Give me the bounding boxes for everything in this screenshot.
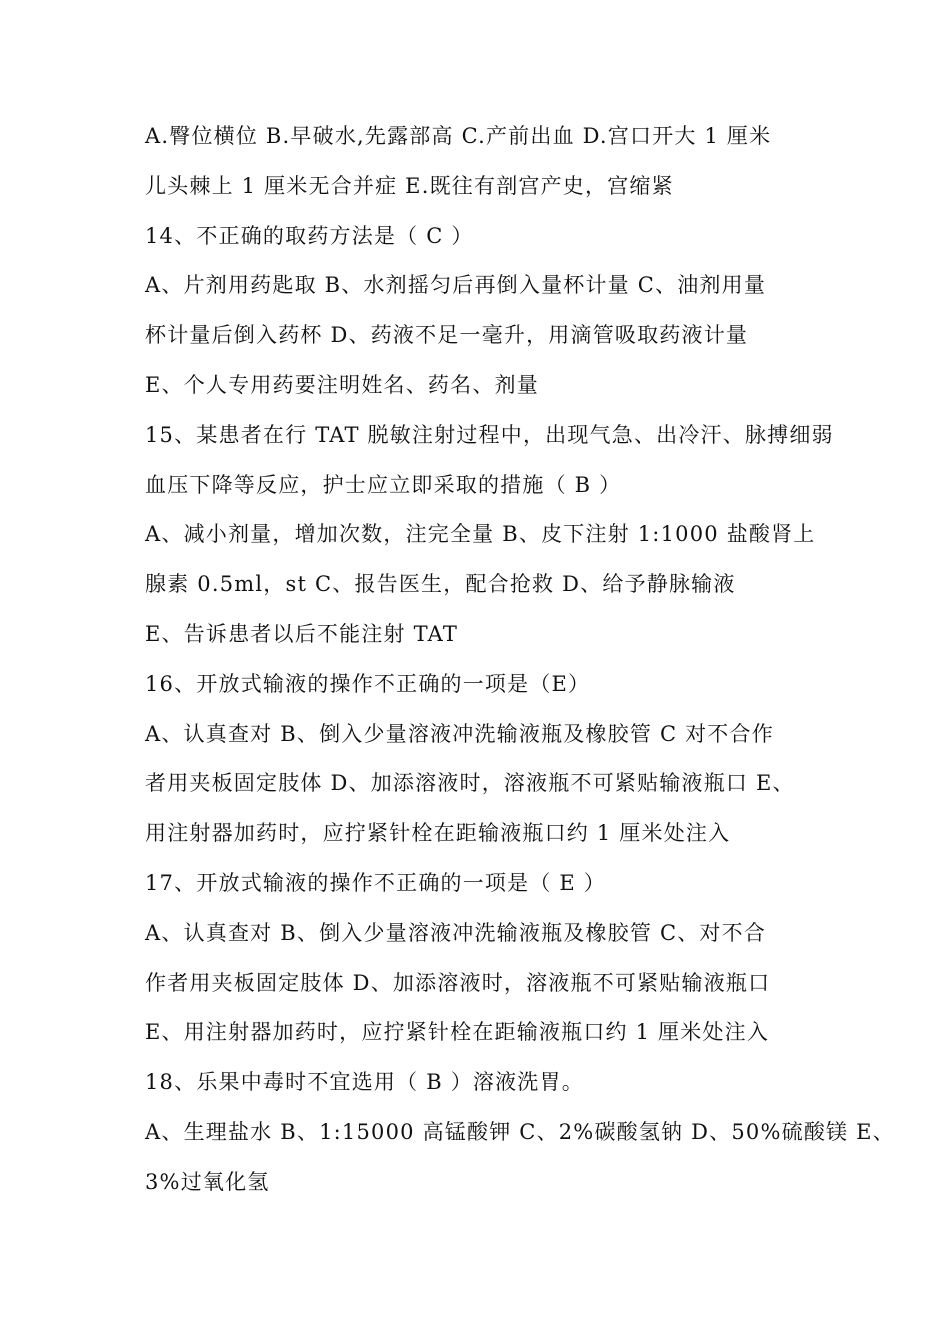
- text-line: 杯计量后倒入药杯 D、药液不足一毫升，用滴管吸取药液计量: [145, 323, 749, 348]
- text-line: A.臀位横位 B.早破水,先露部高 C.产前出血 D.宫口开大 1 厘米: [145, 124, 772, 148]
- question-line: 18、乐果中毒时不宜选用（ B ）溶液洗胃。: [145, 1070, 584, 1095]
- text-line: 者用夹板固定肢体 D、加添溶液时，溶液瓶不可紧贴输液瓶口 E、: [145, 771, 795, 796]
- text-line: A、片剂用药匙取 B、水剂摇匀后再倒入量杯计量 C、油剂用量: [145, 273, 767, 298]
- question-line: 17、开放式输液的操作不正确的一项是（ E ）: [145, 870, 607, 895]
- text-line: E、个人专用药要注明姓名、药名、剂量: [145, 372, 539, 397]
- text-line: 腺素 0.5ml，st C、报告医生，配合抢救 D、给予静脉输液: [145, 572, 736, 597]
- document-body: [145, 112, 895, 1208]
- question-line: 15、某患者在行 TAT 脱敏注射过程中，出现气急、出冷汗、脉搏细弱: [145, 422, 834, 447]
- question-line: 16、开放式输液的操作不正确的一项是（E）: [145, 671, 591, 696]
- text-line: A、认真查对 B、倒入少量溶液冲洗输液瓶及橡胶管 C 对不合作: [145, 721, 774, 746]
- question-line: 14、不正确的取药方法是（ C ）: [145, 223, 474, 248]
- text-line: A、认真查对 B、倒入少量溶液冲洗输液瓶及橡胶管 C、对不合: [145, 920, 767, 945]
- text-line: A、生理盐水 B、1:15000 高锰酸钾 C、2%碳酸氢钠 D、50%硫酸镁 E、: [145, 1119, 895, 1144]
- text-line: 儿头棘上 1 厘米无合并症 E.既往有剖宫产史，宫缩紧: [145, 173, 674, 198]
- text-line: 3%过氧化氢: [145, 1169, 270, 1194]
- text-line: 用注射器加药时，应拧紧针栓在距输液瓶口约 1 厘米处注入: [145, 821, 731, 846]
- text-line: 作者用夹板固定肢体 D、加添溶液时，溶液瓶不可紧贴输液瓶口: [145, 970, 771, 995]
- text-line: E、告诉患者以后不能注射 TAT: [145, 621, 459, 646]
- text-line: E、用注射器加药时，应拧紧针栓在距输液瓶口约 1 厘米处注入: [145, 1020, 770, 1045]
- text-line: A、减小剂量，增加次数，注完全量 B、皮下注射 1:1000 盐酸肾上: [145, 522, 816, 547]
- text-line: 血压下降等反应，护士应立即采取的措施（ B ）: [145, 472, 622, 497]
